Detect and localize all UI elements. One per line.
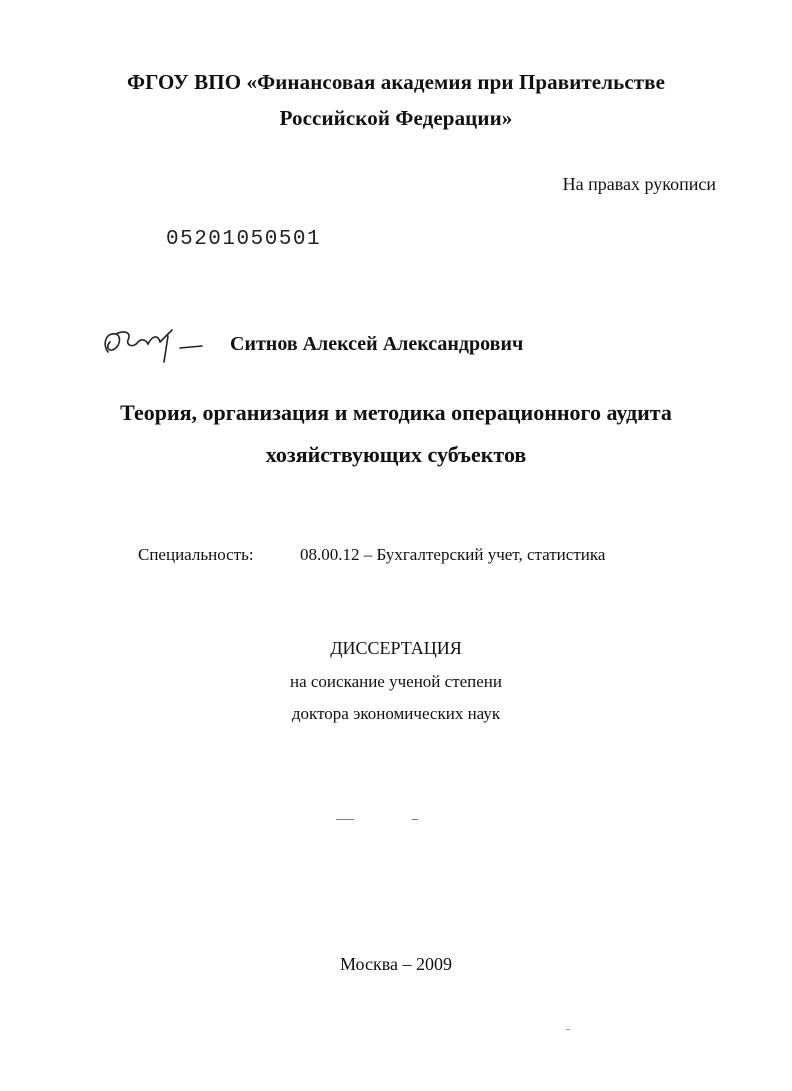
scan-artifact-mark [412, 819, 418, 820]
handwritten-signature [98, 322, 208, 370]
degree-purpose-line2: доктора экономических наук [291, 704, 501, 723]
organization-name-line2: Российской Федерации» [279, 106, 513, 130]
scan-artifact-mark [566, 1029, 570, 1030]
dissertation-title-line2: хозяйствующих субъектов [265, 442, 527, 467]
city-year: Москва – 2009 [340, 954, 452, 974]
degree-purpose-line1: на соискание ученой степени [289, 672, 503, 691]
document-type: ДИССЕРТАЦИЯ [330, 638, 462, 658]
organization-name-line1: ФГОУ ВПО «Финансовая академия при Правительстве [126, 70, 666, 94]
specialty-label: Специальность: [138, 545, 254, 564]
registration-code: 05201050501 [166, 228, 322, 251]
scan-artifact-mark [336, 819, 354, 820]
author-name: Ситнов Алексей Александрович [230, 333, 524, 355]
dissertation-title-line1: Теория, организация и методика операционного аудита [120, 400, 672, 425]
specialty-value: 08.00.12 – Бухгалтерский учет, статистика [300, 545, 606, 564]
manuscript-rights-note: На правах рукописи [562, 174, 716, 194]
